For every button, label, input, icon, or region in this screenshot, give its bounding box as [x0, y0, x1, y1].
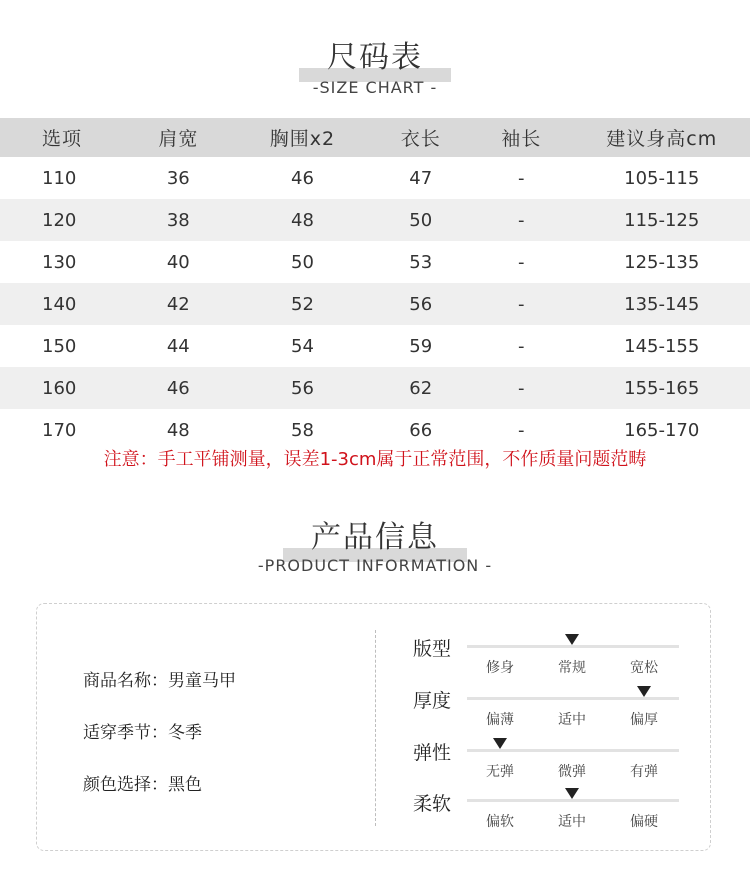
option-label: 偏厚: [630, 712, 658, 728]
cell-chest: 48: [233, 199, 373, 241]
header-chest: 胸围x2: [233, 118, 373, 157]
table-row: [0, 325, 750, 367]
cell-height: 145-155: [624, 335, 700, 357]
cell-option: 170: [42, 419, 77, 441]
cell-length: 59: [409, 335, 433, 357]
size-chart-title: 尺码表: [327, 40, 423, 75]
cell-height: 105-115: [624, 167, 700, 189]
cell-chest: 46: [291, 167, 314, 189]
field-color: 颜色选择：黑色: [83, 775, 202, 795]
table-row: [0, 283, 750, 325]
cell-height: 155-165: [573, 367, 750, 409]
table-row: [0, 157, 750, 199]
cell-shoulder: 48: [166, 419, 190, 441]
option-label: 宽松: [630, 660, 658, 676]
option-label: 常规: [558, 660, 586, 676]
cell-chest: 52: [233, 283, 373, 325]
scale-line: [467, 697, 679, 700]
product-info-title-block: [0, 512, 750, 556]
cell-shoulder: 46: [124, 367, 232, 409]
scale-line: [467, 799, 679, 802]
size-chart-title-block: [0, 32, 750, 76]
cell-option: 120: [0, 199, 124, 241]
option-label: 修身: [486, 660, 514, 676]
cell-sleeve: -: [469, 199, 573, 241]
cell-shoulder: 38: [124, 199, 232, 241]
cell-sleeve: -: [469, 367, 573, 409]
size-chart-subtitle: -SIZE CHART -: [312, 78, 438, 97]
product-info-card: [36, 603, 711, 851]
cell-option: 150: [42, 335, 77, 357]
cell-sleeve: -: [518, 167, 525, 189]
size-chart-title-wrap: [327, 32, 423, 76]
cell-height: 135-145: [573, 283, 750, 325]
size-table-header: [0, 118, 750, 157]
cell-option: 130: [42, 251, 77, 273]
cell-chest: 50: [291, 251, 314, 273]
attribute-label: 厚度: [413, 690, 452, 712]
table-row: [0, 199, 750, 241]
option-label: 适中: [558, 712, 586, 728]
cell-sleeve: -: [518, 419, 525, 441]
header-sleeve: 袖长: [469, 118, 573, 157]
option-label: 适中: [558, 814, 586, 830]
cell-shoulder: 42: [124, 283, 232, 325]
cell-length: 62: [372, 367, 469, 409]
scale-line: [467, 749, 679, 752]
cell-shoulder: 36: [166, 167, 190, 189]
cell-chest: 58: [291, 419, 314, 441]
header-option: 选项: [0, 118, 124, 157]
scale-line: [467, 645, 679, 648]
cell-sleeve: -: [518, 335, 525, 357]
option-label: 偏硬: [630, 814, 658, 830]
attribute-label: 柔软: [413, 793, 452, 815]
cell-sleeve: -: [469, 283, 573, 325]
size-table: [0, 118, 750, 451]
cell-sleeve: -: [518, 251, 525, 273]
field-product-name: 商品名称：男童马甲: [83, 671, 236, 691]
option-label: 微弹: [558, 764, 586, 780]
cell-length: 47: [409, 167, 433, 189]
option-label: 无弹: [486, 764, 514, 780]
cell-shoulder: 40: [166, 251, 190, 273]
cell-length: 50: [372, 199, 469, 241]
table-row: [0, 241, 750, 283]
cell-height: 125-135: [624, 251, 700, 273]
cell-option: 140: [0, 283, 124, 325]
header-height: 建议身高cm: [573, 118, 750, 157]
selected-marker-icon: [565, 788, 579, 799]
cell-length: 66: [409, 419, 433, 441]
cell-chest: 56: [233, 367, 373, 409]
selected-marker-icon: [637, 686, 651, 697]
table-row: [0, 367, 750, 409]
selected-marker-icon: [493, 738, 507, 749]
product-info-subtitle: -PRODUCT INFORMATION -: [257, 556, 493, 575]
product-info-title-wrap: [311, 512, 439, 556]
cell-length: 53: [409, 251, 433, 273]
measurement-note: 注意：手工平铺测量，误差1-3cm属于正常范围，不作质量问题范畴: [103, 449, 647, 470]
cell-chest: 54: [291, 335, 314, 357]
cell-height: 165-170: [624, 419, 700, 441]
option-label: 有弹: [630, 764, 658, 780]
selected-marker-icon: [565, 634, 579, 645]
cell-shoulder: 44: [166, 335, 190, 357]
field-season: 适穿季节：冬季: [83, 723, 202, 743]
product-info-title: 产品信息: [311, 520, 439, 555]
option-label: 偏薄: [486, 712, 514, 728]
cell-height: 115-125: [573, 199, 750, 241]
header-shoulder: 肩宽: [124, 118, 232, 157]
cell-length: 56: [372, 283, 469, 325]
cell-option: 160: [0, 367, 124, 409]
attribute-label: 弹性: [413, 742, 452, 764]
option-label: 偏软: [486, 814, 514, 830]
cell-option: 110: [42, 167, 77, 189]
attribute-label: 版型: [413, 638, 452, 660]
card-divider: [375, 630, 376, 826]
header-length: 衣长: [372, 118, 469, 157]
